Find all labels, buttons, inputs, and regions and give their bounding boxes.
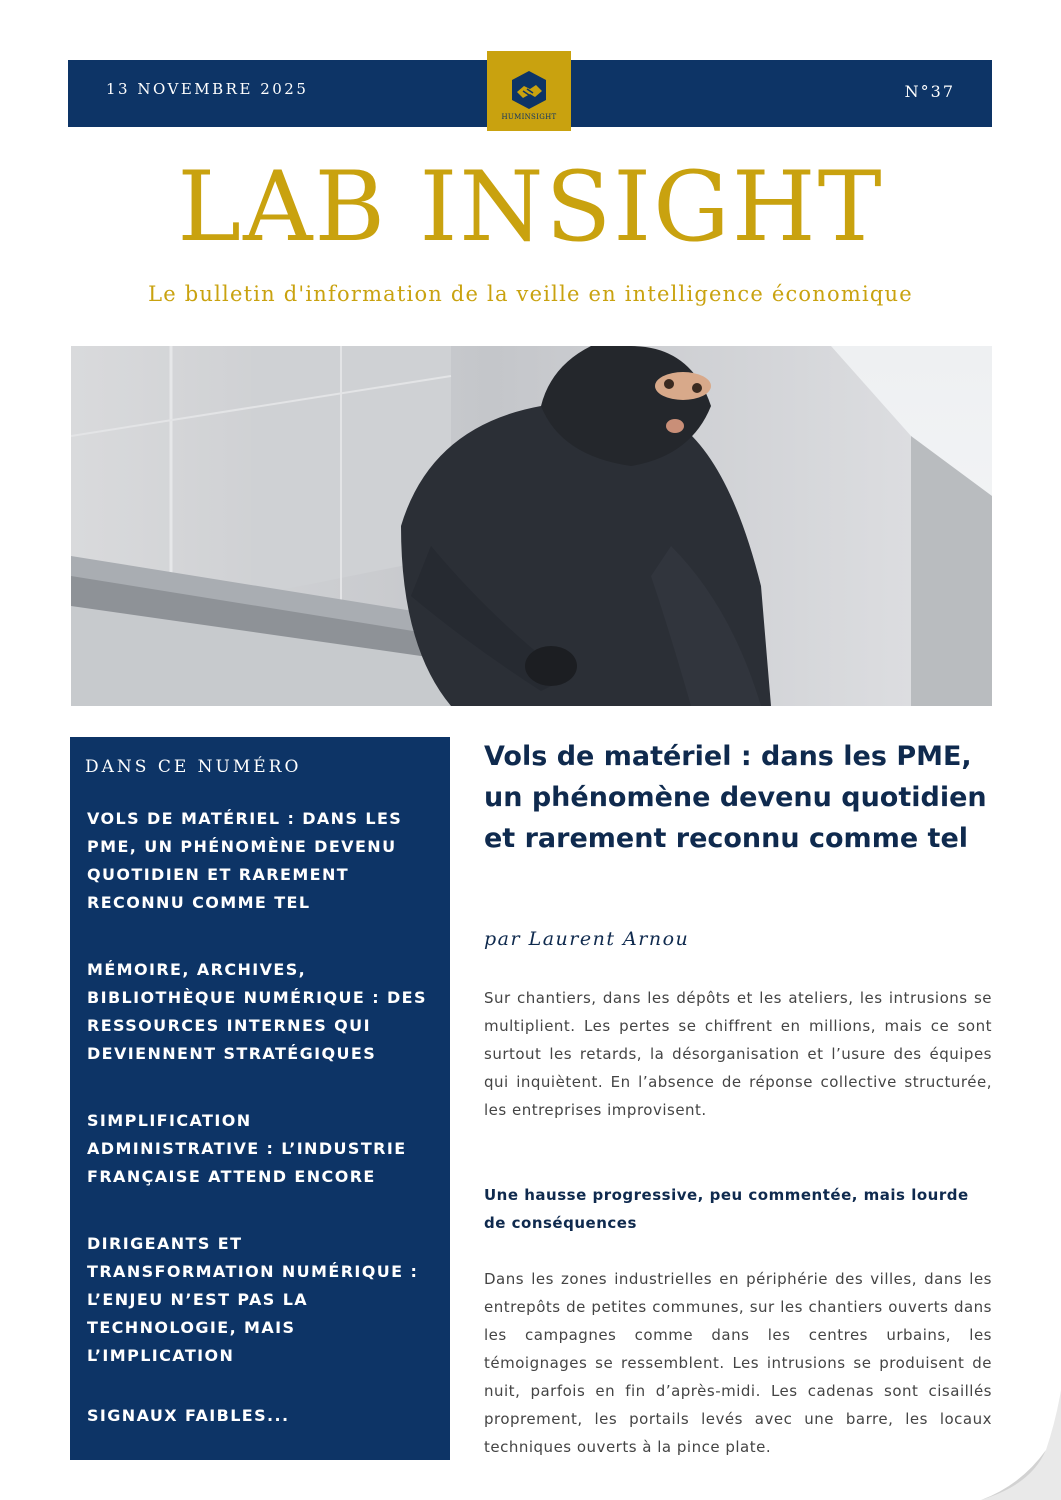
newsletter-title: LAB INSIGHT <box>177 151 884 263</box>
toc-item[interactable]: DIRIGEANTS ET TRANSFORMATION NUMÉRIQUE : L’ENJEU N’EST PAS LA TECHNOLOGIE, MAIS L’IMPLICATION <box>87 1234 419 1365</box>
toc-item[interactable]: SIMPLIFICATION ADMINISTRATIVE : L’INDUSTRIE FRANÇAISE ATTEND ENCORE <box>87 1111 407 1186</box>
toc-heading: DANS CE NUMÉRO <box>85 757 302 777</box>
page-curl-decoration <box>941 1390 1061 1500</box>
logo-text: HUMINSIGHT <box>501 113 557 121</box>
logo <box>487 51 571 131</box>
article-subheading: Une hausse progressive, peu commentée, mais lourde de conséquences <box>484 1186 969 1232</box>
handshake-hexagon-icon <box>508 69 550 111</box>
article-paragraph: Dans les zones industrielles en périphérie des villes, dans les entrepôts de petites communes, sur les chantiers ouverts dans les campagnes comme dans les centres urbains, les témoignages se ressemblent. Les intrusions se produisent de nuit, parfois en fin d’après-midi. Les cadenas sont cisaillés proprement, les portails levés avec une barre, les locaux techniques ouverts à la pince plate. <box>484 1270 992 1456</box>
toc-item[interactable]: SIGNAUX FAIBLES... <box>87 1406 290 1425</box>
issue-date: 13 NOVEMBRE 2025 <box>106 80 309 98</box>
toc-item[interactable]: MÉMOIRE, ARCHIVES, BIBLIOTHÈQUE NUMÉRIQUE : DES RESSOURCES INTERNES QUI DEVIENNENT STRATÉGIQUES <box>87 960 427 1063</box>
article-byline: par Laurent Arnou <box>484 928 690 950</box>
article-title: Vols de matériel : dans les PME, un phénomène devenu quotidien et rarement reconnu comme tel <box>484 741 987 854</box>
article-paragraph: Sur chantiers, dans les dépôts et les ateliers, les intrusions se multiplient. Les pertes se chiffrent en millions, mais ce sont surtout les retards, la désorganisation et l’usure des équipes qui inquiètent. En l’absence de réponse collective structurée, les entreprises improvisent. <box>484 989 992 1119</box>
toc-item[interactable]: VOLS DE MATÉRIEL : DANS LES PME, UN PHÉNOMÈNE DEVENU QUOTIDIEN ET RAREMENT RECONNU COMME TEL <box>87 809 403 912</box>
issue-number: N°37 <box>904 82 955 101</box>
hero-photo-masked-burglar <box>71 346 992 706</box>
newsletter-subtitle: Le bulletin d'information de la veille en intelligence économique <box>148 282 913 306</box>
table-of-contents <box>70 737 450 1460</box>
